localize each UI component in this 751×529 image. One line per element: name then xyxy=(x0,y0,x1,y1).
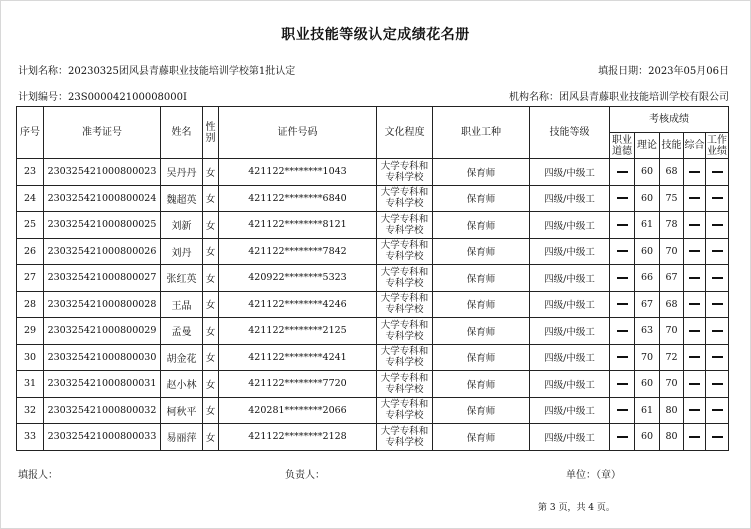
cell-skill: 80 xyxy=(660,424,684,451)
report-date: 填报日期：2023年05月06日 xyxy=(598,66,729,77)
cell-theory: 70 xyxy=(635,344,660,371)
dash-mark xyxy=(712,303,723,305)
cell-ethics xyxy=(610,318,635,345)
cell-education: 大学专科和专科学校 xyxy=(377,424,433,451)
dash-mark xyxy=(689,224,700,226)
cell-performance xyxy=(706,238,729,265)
score-roster-table xyxy=(16,106,729,451)
cell-seq: 25 xyxy=(17,212,44,239)
cell-theory: 60 xyxy=(635,238,660,265)
dash-mark xyxy=(689,436,700,438)
cell-seq: 32 xyxy=(17,397,44,424)
cell-ethics xyxy=(610,159,635,186)
cell-job: 保育师 xyxy=(433,397,530,424)
cell-job: 保育师 xyxy=(433,424,530,451)
cell-skill: 70 xyxy=(660,238,684,265)
cell-ethics xyxy=(610,291,635,318)
cell-education: 大学专科和专科学校 xyxy=(377,265,433,292)
dash-mark xyxy=(617,436,628,438)
cell-theory: 60 xyxy=(635,159,660,186)
cell-name: 张红英 xyxy=(161,265,203,292)
cell-comprehensive xyxy=(684,424,706,451)
col-education: 文化程度 xyxy=(377,107,433,159)
cell-gender: 女 xyxy=(203,238,219,265)
col-comprehensive: 综合 xyxy=(684,133,706,159)
col-job: 职业工种 xyxy=(433,107,530,159)
cell-name: 柯秋平 xyxy=(161,397,203,424)
dash-mark xyxy=(617,171,628,173)
cell-education: 大学专科和专科学校 xyxy=(377,185,433,212)
cell-skill: 70 xyxy=(660,371,684,398)
dash-mark xyxy=(712,409,723,411)
cell-name: 吴丹丹 xyxy=(161,159,203,186)
cell-gender: 女 xyxy=(203,344,219,371)
cell-seq: 31 xyxy=(17,371,44,398)
dash-mark xyxy=(689,171,700,173)
cell-performance xyxy=(706,185,729,212)
col-ethics: 职业道德 xyxy=(610,133,635,159)
cell-id-no: 421122********1043 xyxy=(219,159,377,186)
cell-job: 保育师 xyxy=(433,291,530,318)
cell-cert-no: 230325421000800024 xyxy=(44,185,161,212)
col-scores-group: 考核成绩 xyxy=(610,107,729,133)
cell-job: 保育师 xyxy=(433,159,530,186)
cell-level: 四级/中级工 xyxy=(530,265,610,292)
cell-comprehensive xyxy=(684,344,706,371)
cell-id-no: 421122********7720 xyxy=(219,371,377,398)
cell-name: 孟曼 xyxy=(161,318,203,345)
cell-name: 易丽萍 xyxy=(161,424,203,451)
cell-theory: 61 xyxy=(635,397,660,424)
cell-gender: 女 xyxy=(203,371,219,398)
organization-name: 机构名称：团风县青藤职业技能培训学校有限公司 xyxy=(509,92,729,103)
cell-job: 保育师 xyxy=(433,318,530,345)
cell-cert-no: 230325421000800033 xyxy=(44,424,161,451)
cell-seq: 33 xyxy=(17,424,44,451)
cell-seq: 23 xyxy=(17,159,44,186)
cell-level: 四级/中级工 xyxy=(530,185,610,212)
cell-cert-no: 230325421000800027 xyxy=(44,265,161,292)
cell-performance xyxy=(706,265,729,292)
dash-mark xyxy=(617,356,628,358)
cell-performance xyxy=(706,318,729,345)
cell-id-no: 420922********5323 xyxy=(219,265,377,292)
dash-mark xyxy=(689,383,700,385)
cell-gender: 女 xyxy=(203,291,219,318)
dash-mark xyxy=(712,277,723,279)
dash-mark xyxy=(689,409,700,411)
cell-ethics xyxy=(610,212,635,239)
cell-theory: 63 xyxy=(635,318,660,345)
cell-gender: 女 xyxy=(203,424,219,451)
cell-job: 保育师 xyxy=(433,371,530,398)
header-row xyxy=(17,107,729,133)
cell-id-no: 421122********6840 xyxy=(219,185,377,212)
cell-id-no: 421122********4246 xyxy=(219,291,377,318)
cell-name: 胡金花 xyxy=(161,344,203,371)
page-title: 职业技能等级认定成绩花名册 xyxy=(281,27,470,43)
cell-id-no: 421122********2125 xyxy=(219,318,377,345)
cell-education: 大学专科和专科学校 xyxy=(377,291,433,318)
cell-skill: 75 xyxy=(660,185,684,212)
col-seq: 序号 xyxy=(17,107,44,159)
dash-mark xyxy=(617,383,628,385)
col-skill: 技能 xyxy=(660,133,684,159)
dash-mark xyxy=(712,224,723,226)
cell-skill: 80 xyxy=(660,397,684,424)
dash-mark xyxy=(712,171,723,173)
cell-name: 刘新 xyxy=(161,212,203,239)
cell-comprehensive xyxy=(684,397,706,424)
dash-mark xyxy=(617,409,628,411)
cell-job: 保育师 xyxy=(433,212,530,239)
cell-job: 保育师 xyxy=(433,265,530,292)
cell-cert-no: 230325421000800032 xyxy=(44,397,161,424)
cell-cert-no: 230325421000800025 xyxy=(44,212,161,239)
cell-level: 四级/中级工 xyxy=(530,318,610,345)
dash-mark xyxy=(712,197,723,199)
cell-name: 刘丹 xyxy=(161,238,203,265)
col-theory: 理论 xyxy=(635,133,660,159)
cell-education: 大学专科和专科学校 xyxy=(377,238,433,265)
cell-gender: 女 xyxy=(203,318,219,345)
cell-education: 大学专科和专科学校 xyxy=(377,159,433,186)
cell-id-no: 421122********8121 xyxy=(219,212,377,239)
plan-name: 计划名称：20230325团风县青藤职业技能培训学校第1批认定 xyxy=(18,66,296,77)
cell-id-no: 421122********2128 xyxy=(219,424,377,451)
dash-mark xyxy=(617,277,628,279)
cell-cert-no: 230325421000800026 xyxy=(44,238,161,265)
dash-mark xyxy=(617,330,628,332)
cell-skill: 72 xyxy=(660,344,684,371)
cell-performance xyxy=(706,371,729,398)
cell-ethics xyxy=(610,371,635,398)
cell-theory: 66 xyxy=(635,265,660,292)
dash-mark xyxy=(689,356,700,358)
cell-theory: 60 xyxy=(635,185,660,212)
dash-mark xyxy=(689,197,700,199)
cell-skill: 70 xyxy=(660,318,684,345)
cell-performance xyxy=(706,397,729,424)
cell-level: 四级/中级工 xyxy=(530,159,610,186)
cell-id-no: 421122********4241 xyxy=(219,344,377,371)
cell-name: 赵小林 xyxy=(161,371,203,398)
cell-performance xyxy=(706,344,729,371)
roster-body xyxy=(17,159,729,451)
dash-mark xyxy=(712,383,723,385)
cell-gender: 女 xyxy=(203,397,219,424)
cell-theory: 60 xyxy=(635,424,660,451)
cell-comprehensive xyxy=(684,159,706,186)
cell-skill: 78 xyxy=(660,212,684,239)
dash-mark xyxy=(689,250,700,252)
dash-mark xyxy=(617,224,628,226)
cell-level: 四级/中级工 xyxy=(530,238,610,265)
cell-skill: 68 xyxy=(660,291,684,318)
table-row xyxy=(17,185,729,212)
cell-theory: 61 xyxy=(635,212,660,239)
cell-cert-no: 230325421000800031 xyxy=(44,371,161,398)
cell-job: 保育师 xyxy=(433,344,530,371)
cell-performance xyxy=(706,212,729,239)
footer-responsible: 负责人： xyxy=(285,470,325,481)
footer-unit: 单位：（章） xyxy=(566,470,621,481)
cell-skill: 68 xyxy=(660,159,684,186)
cell-seq: 30 xyxy=(17,344,44,371)
cell-ethics xyxy=(610,238,635,265)
cell-ethics xyxy=(610,397,635,424)
col-id-no: 证件号码 xyxy=(219,107,377,159)
cell-cert-no: 230325421000800030 xyxy=(44,344,161,371)
col-cert-no: 准考证号 xyxy=(44,107,161,159)
cell-education: 大学专科和专科学校 xyxy=(377,397,433,424)
cell-comprehensive xyxy=(684,265,706,292)
col-name: 姓名 xyxy=(161,107,203,159)
cell-comprehensive xyxy=(684,318,706,345)
cell-comprehensive xyxy=(684,185,706,212)
cell-id-no: 420281********2066 xyxy=(219,397,377,424)
cell-theory: 60 xyxy=(635,371,660,398)
dash-mark xyxy=(689,277,700,279)
cell-education: 大学专科和专科学校 xyxy=(377,318,433,345)
table-row xyxy=(17,159,729,186)
dash-mark xyxy=(617,250,628,252)
col-gender: 性别 xyxy=(203,107,219,159)
col-performance: 工作业绩 xyxy=(707,134,728,157)
cell-performance xyxy=(706,291,729,318)
cell-education: 大学专科和专科学校 xyxy=(377,371,433,398)
dash-mark xyxy=(712,250,723,252)
table-row xyxy=(17,291,729,318)
cell-ethics xyxy=(610,424,635,451)
cell-theory: 67 xyxy=(635,291,660,318)
cell-level: 四级/中级工 xyxy=(530,291,610,318)
cell-seq: 29 xyxy=(17,318,44,345)
cell-gender: 女 xyxy=(203,185,219,212)
dash-mark xyxy=(712,356,723,358)
table-row xyxy=(17,344,729,371)
cell-comprehensive xyxy=(684,291,706,318)
cell-skill: 67 xyxy=(660,265,684,292)
cell-job: 保育师 xyxy=(433,185,530,212)
cell-ethics xyxy=(610,185,635,212)
plan-number: 计划编号：23S000042100008000I xyxy=(18,92,187,103)
cell-cert-no: 230325421000800028 xyxy=(44,291,161,318)
table-row xyxy=(17,371,729,398)
cell-gender: 女 xyxy=(203,159,219,186)
cell-level: 四级/中级工 xyxy=(530,344,610,371)
cell-name: 王晶 xyxy=(161,291,203,318)
cell-job: 保育师 xyxy=(433,238,530,265)
table-row xyxy=(17,238,729,265)
cell-seq: 27 xyxy=(17,265,44,292)
cell-level: 四级/中级工 xyxy=(530,371,610,398)
cell-level: 四级/中级工 xyxy=(530,424,610,451)
cell-comprehensive xyxy=(684,212,706,239)
dash-mark xyxy=(617,197,628,199)
cell-ethics xyxy=(610,344,635,371)
footer-filler: 填报人： xyxy=(18,470,58,481)
dash-mark xyxy=(617,303,628,305)
cell-cert-no: 230325421000800029 xyxy=(44,318,161,345)
cell-cert-no: 230325421000800023 xyxy=(44,159,161,186)
cell-comprehensive xyxy=(684,371,706,398)
page-indicator: 第 3 页，共 4 页。 xyxy=(538,503,615,513)
table-row xyxy=(17,212,729,239)
cell-education: 大学专科和专科学校 xyxy=(377,344,433,371)
cell-seq: 26 xyxy=(17,238,44,265)
dash-mark xyxy=(712,330,723,332)
col-level: 技能等级 xyxy=(530,107,610,159)
cell-level: 四级/中级工 xyxy=(530,397,610,424)
cell-gender: 女 xyxy=(203,212,219,239)
cell-seq: 24 xyxy=(17,185,44,212)
dash-mark xyxy=(689,330,700,332)
cell-gender: 女 xyxy=(203,265,219,292)
dash-mark xyxy=(712,436,723,438)
cell-seq: 28 xyxy=(17,291,44,318)
cell-name: 魏超英 xyxy=(161,185,203,212)
dash-mark xyxy=(689,303,700,305)
cell-ethics xyxy=(610,265,635,292)
table-row xyxy=(17,424,729,451)
cell-performance xyxy=(706,159,729,186)
cell-performance xyxy=(706,424,729,451)
cell-education: 大学专科和专科学校 xyxy=(377,212,433,239)
cell-comprehensive xyxy=(684,238,706,265)
table-row xyxy=(17,397,729,424)
cell-level: 四级/中级工 xyxy=(530,212,610,239)
table-row xyxy=(17,265,729,292)
cell-id-no: 421122********7842 xyxy=(219,238,377,265)
table-row xyxy=(17,318,729,345)
